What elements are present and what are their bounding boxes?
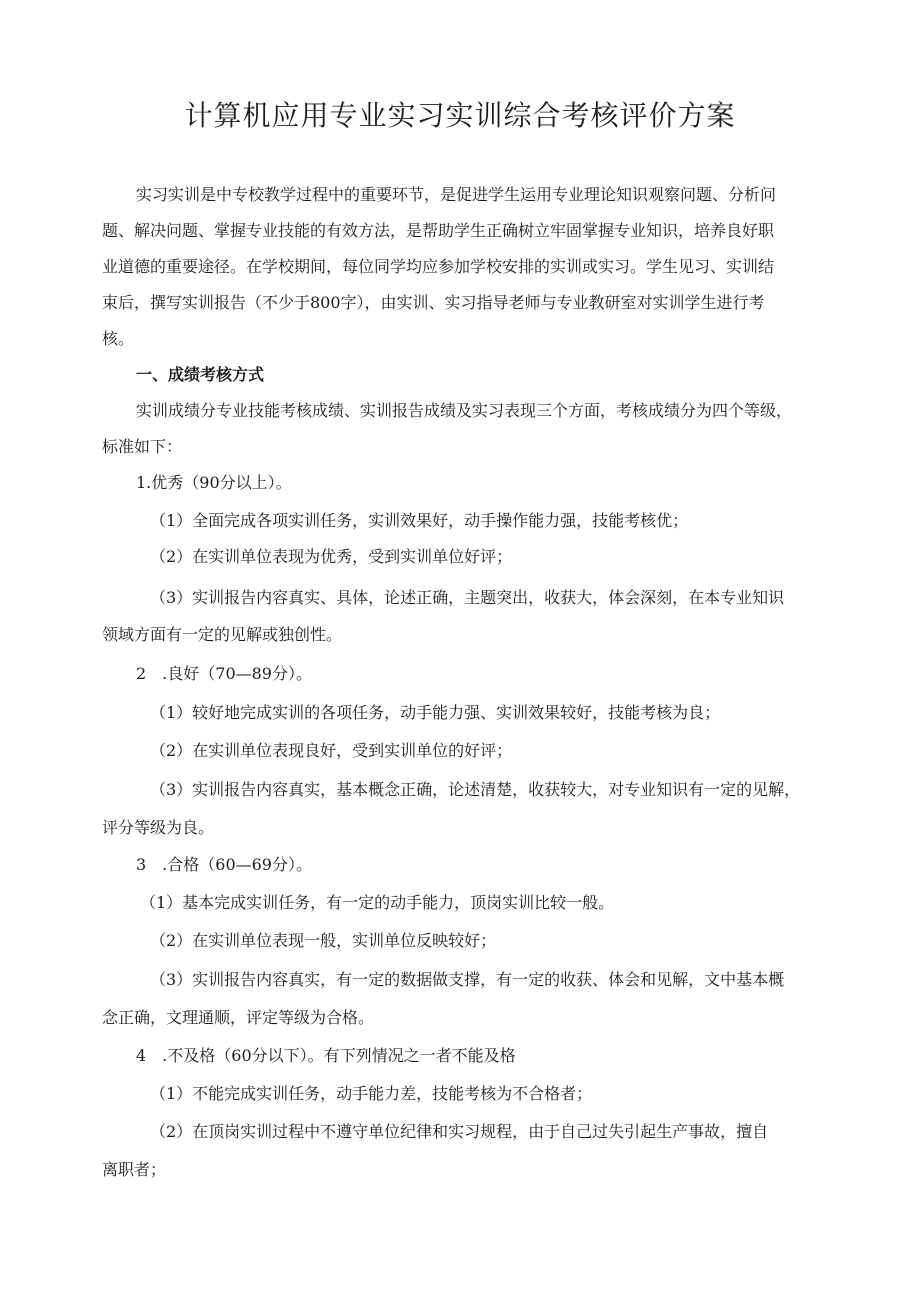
grade4-item-2: （2）在顶岗实训过程中不遵守单位纪律和实习规程，由于自己过失引起生产事故，擅自 (150, 1122, 769, 1141)
grade3-item-2: （2）在实训单位表现一般，实训单位反映较好； (150, 931, 497, 950)
grade2-item-3: （3）实训报告内容真实，基本概念正确，论述清楚，收获较大，对专业知识有一定的见解， (150, 780, 801, 799)
grade3-item-3: （3）实训报告内容真实，有一定的数据做支撑，有一定的收获、体会和见解，文中基本概 (150, 970, 785, 989)
grade3-item-3-cont: 念正确，文理通顺，评定等级为合格。 (102, 1008, 375, 1027)
grade4-item-1: （1）不能完成实训任务，动手能力差，技能考核为不合格者； (150, 1084, 593, 1103)
intro-line-3: 业道德的重要途径。在学校期间，每位同学均应参加学校安排的实训或实习。学生见习、实训结 (102, 257, 775, 276)
grade3-item-1: （1）基本完成实训任务，有一定的动手能力，顶岗实训比较一般。 (140, 893, 615, 912)
grade2-item-2: （2）在实训单位表现良好，受到实训单位的好评； (150, 741, 513, 760)
grade1-item-3: （3）实训报告内容真实、具体，论述正确，主题突出，收获大，体会深刻，在本专业知识 (150, 588, 785, 607)
grade4-item-2-cont: 离职者； (102, 1160, 167, 1179)
document-title: 计算机应用专业实习实训综合考核评价方案 (184, 99, 736, 132)
grade1-item-2: （2）在实训单位表现为优秀，受到实训单位好评； (150, 547, 513, 566)
intro-line-2: 题、解决问题、掌握专业技能的有效方法，是帮助学生正确树立牢固掌握专业知识，培养良好职 (102, 221, 775, 240)
grade1-item-1: （1）全面完成各项实训任务，实训效果好，动手操作能力强，技能考核优； (150, 511, 689, 530)
grade2-heading: 2 .良好（70—89分）。 (136, 664, 312, 683)
intro-line-5: 核。 (102, 329, 135, 348)
grade1-heading: 1.优秀（90分以上）。 (136, 473, 292, 492)
section1-line-1: 实训成绩分专业技能考核成绩、实训报告成绩及实习表现三个方面，考核成绩分为四个等级， (136, 401, 793, 420)
section1-line-2: 标准如下： (102, 437, 183, 456)
section1-heading: 一、成绩考核方式 (136, 365, 265, 384)
intro-line-1: 实习实训是中专校教学过程中的重要环节，是促进学生运用专业理论知识观察问题、分析问 (136, 185, 777, 204)
grade1-item-3-cont: 领域方面有一定的见解或独创性。 (102, 625, 343, 644)
intro-line-4: 束后，撰写实训报告（不少于800字），由实训、实习指导老师与专业教研室对实训学生进行考 (102, 293, 765, 312)
grade2-item-3-cont: 评分等级为良。 (102, 818, 215, 837)
grade4-heading: 4 .不及格（60分以下）。有下列情况之一者不能及格 (136, 1046, 516, 1065)
grade2-item-1: （1）较好地完成实训的各项任务，动手能力强、实训效果较好，技能考核为良； (150, 703, 721, 722)
grade3-heading: 3 .合格（60—69分）。 (136, 855, 312, 874)
